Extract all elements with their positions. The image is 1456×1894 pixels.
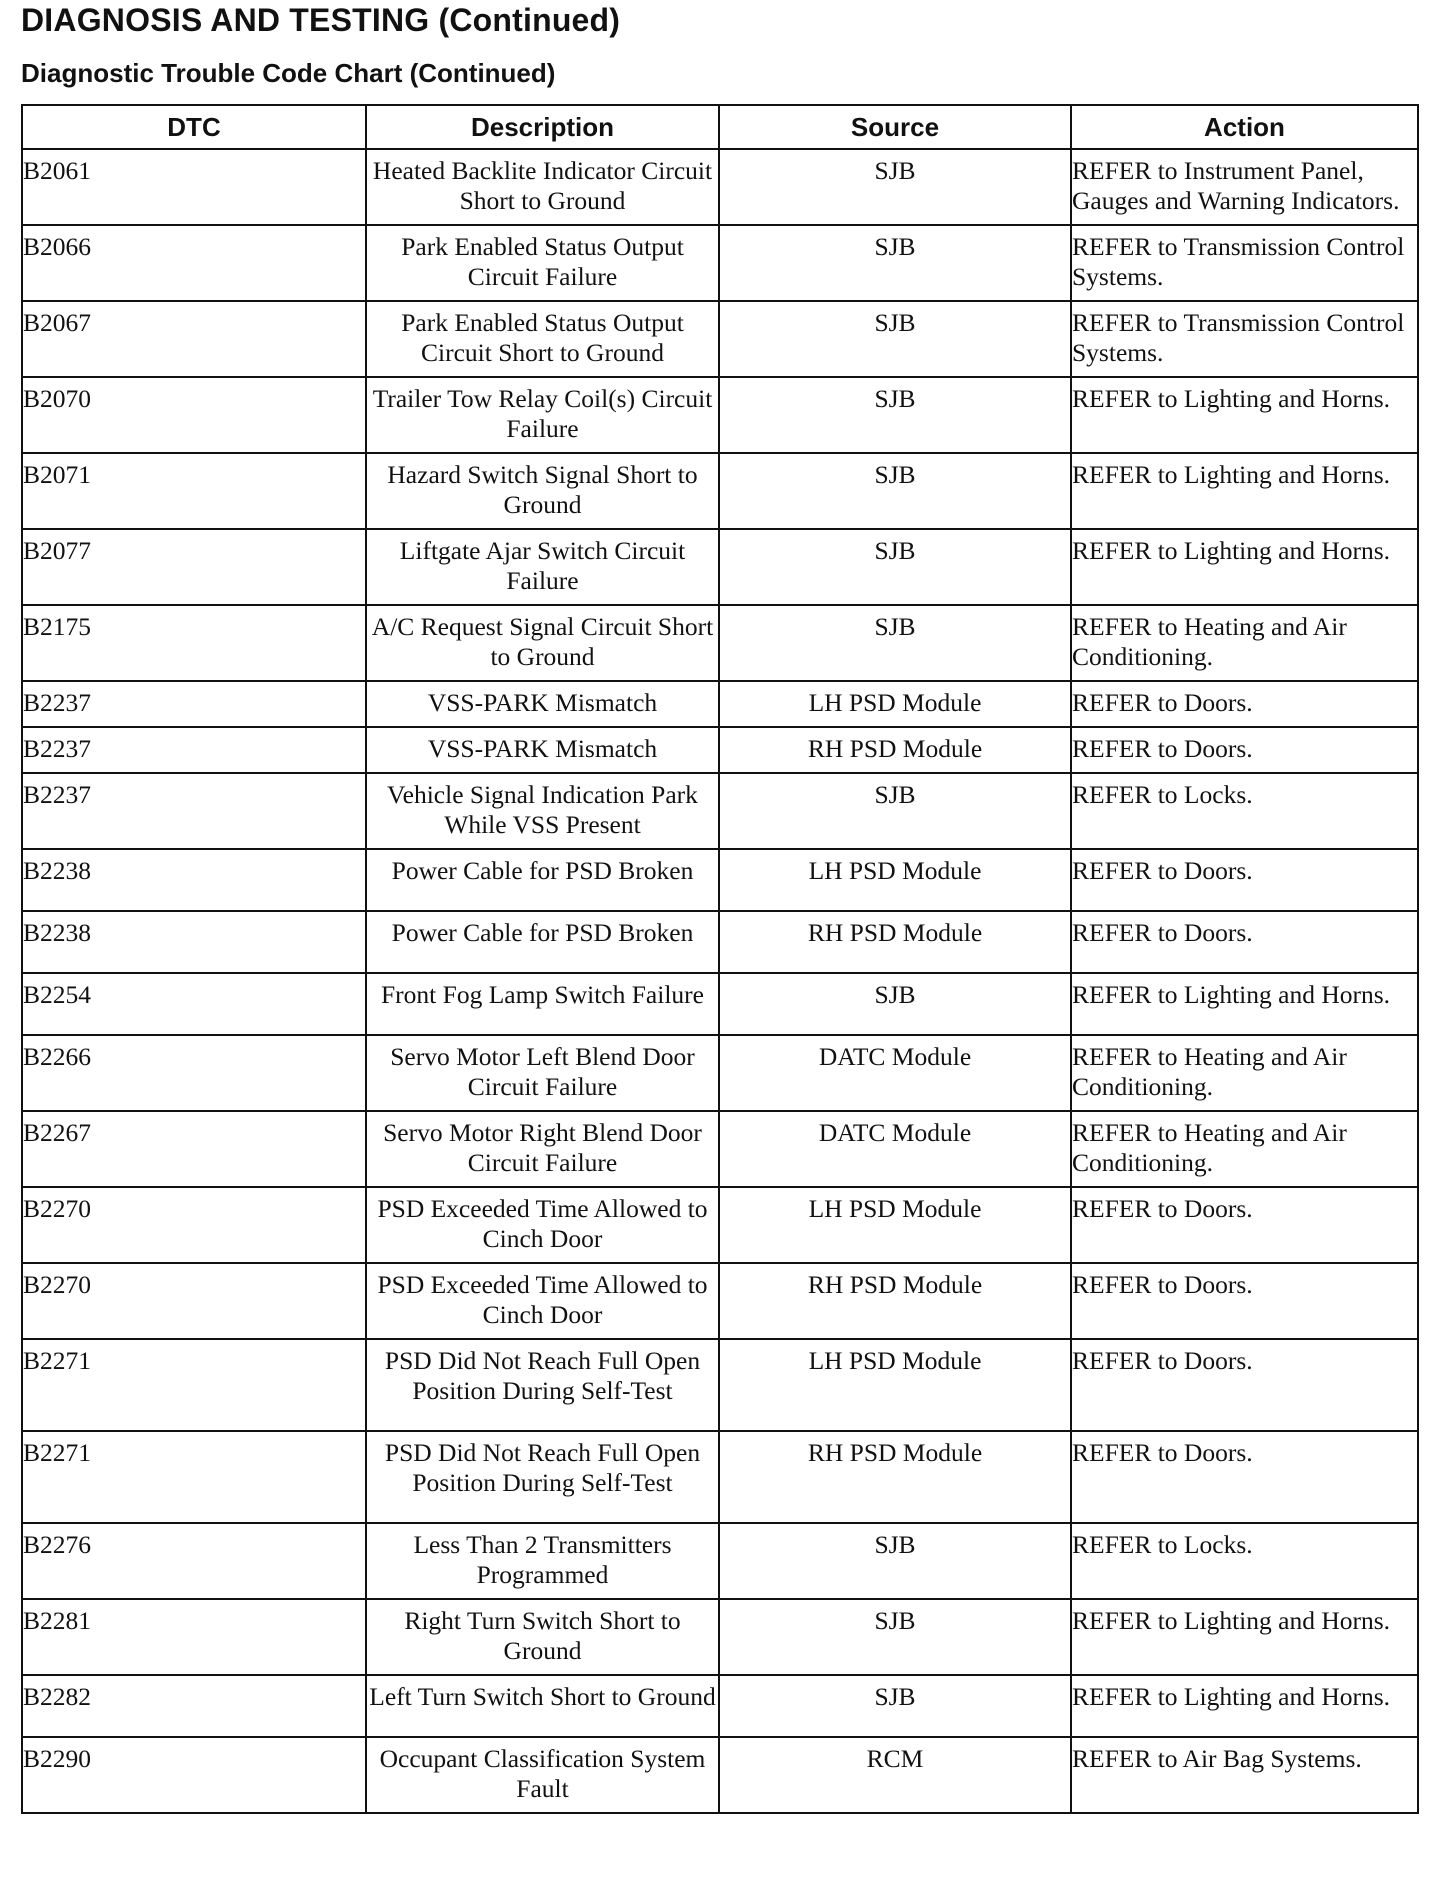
column-header-action: Action	[1071, 105, 1418, 149]
table-body	[22, 149, 1418, 1813]
dtc-description: Less Than 2 Transmitters Programmed	[366, 1523, 719, 1599]
dtc-source: RH PSD Module	[719, 1431, 1071, 1523]
dtc-code: B2290	[22, 1737, 366, 1813]
dtc-code: B2238	[22, 849, 366, 911]
dtc-description: Park Enabled Status Output Circuit Short to Ground	[366, 301, 719, 377]
dtc-description: Vehicle Signal Indication Park While VSS Present	[366, 773, 719, 849]
table-row	[22, 1523, 1418, 1599]
table-row	[22, 1339, 1418, 1431]
column-header-description: Description	[366, 105, 719, 149]
dtc-description: VSS-PARK Mismatch	[366, 681, 719, 727]
table-row	[22, 149, 1418, 225]
dtc-source: LH PSD Module	[719, 1187, 1071, 1263]
dtc-code: B2267	[22, 1111, 366, 1187]
dtc-action: REFER to Heating and Air Conditioning.	[1071, 1035, 1418, 1111]
table-row	[22, 1599, 1418, 1675]
dtc-code: B2070	[22, 377, 366, 453]
dtc-table	[21, 104, 1419, 1814]
table-row	[22, 1737, 1418, 1813]
dtc-action: REFER to Instrument Panel, Gauges and Warning Indicators.	[1071, 149, 1418, 225]
table-row	[22, 1111, 1418, 1187]
dtc-code: B2067	[22, 301, 366, 377]
table-row	[22, 301, 1418, 377]
dtc-description: PSD Exceeded Time Allowed to Cinch Door	[366, 1187, 719, 1263]
dtc-code: B2061	[22, 149, 366, 225]
dtc-code: B2271	[22, 1339, 366, 1431]
dtc-action: REFER to Transmission Control Systems.	[1071, 225, 1418, 301]
dtc-description: Right Turn Switch Short to Ground	[366, 1599, 719, 1675]
dtc-code: B2254	[22, 973, 366, 1035]
dtc-description: VSS-PARK Mismatch	[366, 727, 719, 773]
dtc-description: Trailer Tow Relay Coil(s) Circuit Failure	[366, 377, 719, 453]
dtc-code: B2071	[22, 453, 366, 529]
dtc-action: REFER to Doors.	[1071, 681, 1418, 727]
page-title: DIAGNOSIS AND TESTING (Continued)	[21, 2, 621, 38]
dtc-source: LH PSD Module	[719, 849, 1071, 911]
dtc-action: REFER to Locks.	[1071, 1523, 1418, 1599]
dtc-source: SJB	[719, 377, 1071, 453]
dtc-action: REFER to Lighting and Horns.	[1071, 377, 1418, 453]
dtc-code: B2266	[22, 1035, 366, 1111]
dtc-source: SJB	[719, 453, 1071, 529]
dtc-description: A/C Request Signal Circuit Short to Ground	[366, 605, 719, 681]
dtc-action: REFER to Lighting and Horns.	[1071, 529, 1418, 605]
dtc-action: REFER to Lighting and Horns.	[1071, 973, 1418, 1035]
dtc-code: B2237	[22, 727, 366, 773]
dtc-code: B2270	[22, 1263, 366, 1339]
dtc-source: SJB	[719, 973, 1071, 1035]
dtc-code: B2276	[22, 1523, 366, 1599]
table-row	[22, 973, 1418, 1035]
dtc-description: Servo Motor Right Blend Door Circuit Failure	[366, 1111, 719, 1187]
dtc-code: B2271	[22, 1431, 366, 1523]
dtc-action: REFER to Doors.	[1071, 1187, 1418, 1263]
dtc-source: SJB	[719, 605, 1071, 681]
dtc-source: LH PSD Module	[719, 681, 1071, 727]
dtc-description: Liftgate Ajar Switch Circuit Failure	[366, 529, 719, 605]
table-header-row	[22, 105, 1418, 149]
table-row	[22, 225, 1418, 301]
dtc-source: DATC Module	[719, 1111, 1071, 1187]
dtc-code: B2281	[22, 1599, 366, 1675]
dtc-action: REFER to Doors.	[1071, 1431, 1418, 1523]
table-row	[22, 605, 1418, 681]
dtc-source: RH PSD Module	[719, 1263, 1071, 1339]
table-row	[22, 681, 1418, 727]
table-row	[22, 773, 1418, 849]
dtc-description: PSD Exceeded Time Allowed to Cinch Door	[366, 1263, 719, 1339]
dtc-action: REFER to Doors.	[1071, 1339, 1418, 1431]
dtc-source: SJB	[719, 773, 1071, 849]
dtc-action: REFER to Doors.	[1071, 1263, 1418, 1339]
dtc-source: RH PSD Module	[719, 727, 1071, 773]
dtc-source: SJB	[719, 225, 1071, 301]
dtc-source: RH PSD Module	[719, 911, 1071, 973]
dtc-action: REFER to Air Bag Systems.	[1071, 1737, 1418, 1813]
dtc-description: Hazard Switch Signal Short to Ground	[366, 453, 719, 529]
dtc-source: LH PSD Module	[719, 1339, 1071, 1431]
dtc-source: SJB	[719, 529, 1071, 605]
table-row	[22, 1263, 1418, 1339]
dtc-description: Power Cable for PSD Broken	[366, 849, 719, 911]
section-title: Diagnostic Trouble Code Chart (Continued)	[21, 58, 556, 88]
dtc-code: B2175	[22, 605, 366, 681]
dtc-action: REFER to Lighting and Horns.	[1071, 1599, 1418, 1675]
dtc-action: REFER to Heating and Air Conditioning.	[1071, 1111, 1418, 1187]
dtc-description: Park Enabled Status Output Circuit Failure	[366, 225, 719, 301]
dtc-source: SJB	[719, 301, 1071, 377]
dtc-action: REFER to Heating and Air Conditioning.	[1071, 605, 1418, 681]
table-row	[22, 1431, 1418, 1523]
dtc-code: B2066	[22, 225, 366, 301]
table-row	[22, 453, 1418, 529]
column-header-source: Source	[719, 105, 1071, 149]
dtc-source: SJB	[719, 1675, 1071, 1737]
table-row	[22, 1675, 1418, 1737]
dtc-source: DATC Module	[719, 1035, 1071, 1111]
dtc-code: B2077	[22, 529, 366, 605]
dtc-code: B2282	[22, 1675, 366, 1737]
dtc-source: SJB	[719, 1523, 1071, 1599]
dtc-code: B2237	[22, 681, 366, 727]
dtc-description: Occupant Classification System Fault	[366, 1737, 719, 1813]
table-row	[22, 529, 1418, 605]
dtc-action: REFER to Lighting and Horns.	[1071, 1675, 1418, 1737]
dtc-action: REFER to Doors.	[1071, 911, 1418, 973]
dtc-code: B2237	[22, 773, 366, 849]
dtc-code: B2238	[22, 911, 366, 973]
column-header-dtc: DTC	[22, 105, 366, 149]
dtc-description: PSD Did Not Reach Full Open Position During Self-Test	[366, 1339, 719, 1431]
table-row	[22, 1035, 1418, 1111]
dtc-action: REFER to Locks.	[1071, 773, 1418, 849]
table-row	[22, 377, 1418, 453]
dtc-action: REFER to Lighting and Horns.	[1071, 453, 1418, 529]
dtc-action: REFER to Transmission Control Systems.	[1071, 301, 1418, 377]
dtc-description: Power Cable for PSD Broken	[366, 911, 719, 973]
dtc-action: REFER to Doors.	[1071, 727, 1418, 773]
dtc-description: Heated Backlite Indicator Circuit Short to Ground	[366, 149, 719, 225]
table-row	[22, 849, 1418, 911]
table-row	[22, 911, 1418, 973]
dtc-source: SJB	[719, 1599, 1071, 1675]
dtc-action: REFER to Doors.	[1071, 849, 1418, 911]
table-row	[22, 1187, 1418, 1263]
dtc-description: PSD Did Not Reach Full Open Position During Self-Test	[366, 1431, 719, 1523]
dtc-code: B2270	[22, 1187, 366, 1263]
dtc-description: Servo Motor Left Blend Door Circuit Failure	[366, 1035, 719, 1111]
dtc-description: Front Fog Lamp Switch Failure	[366, 973, 719, 1035]
dtc-source: SJB	[719, 149, 1071, 225]
table-row	[22, 727, 1418, 773]
dtc-description: Left Turn Switch Short to Ground	[366, 1675, 719, 1737]
dtc-source: RCM	[719, 1737, 1071, 1813]
